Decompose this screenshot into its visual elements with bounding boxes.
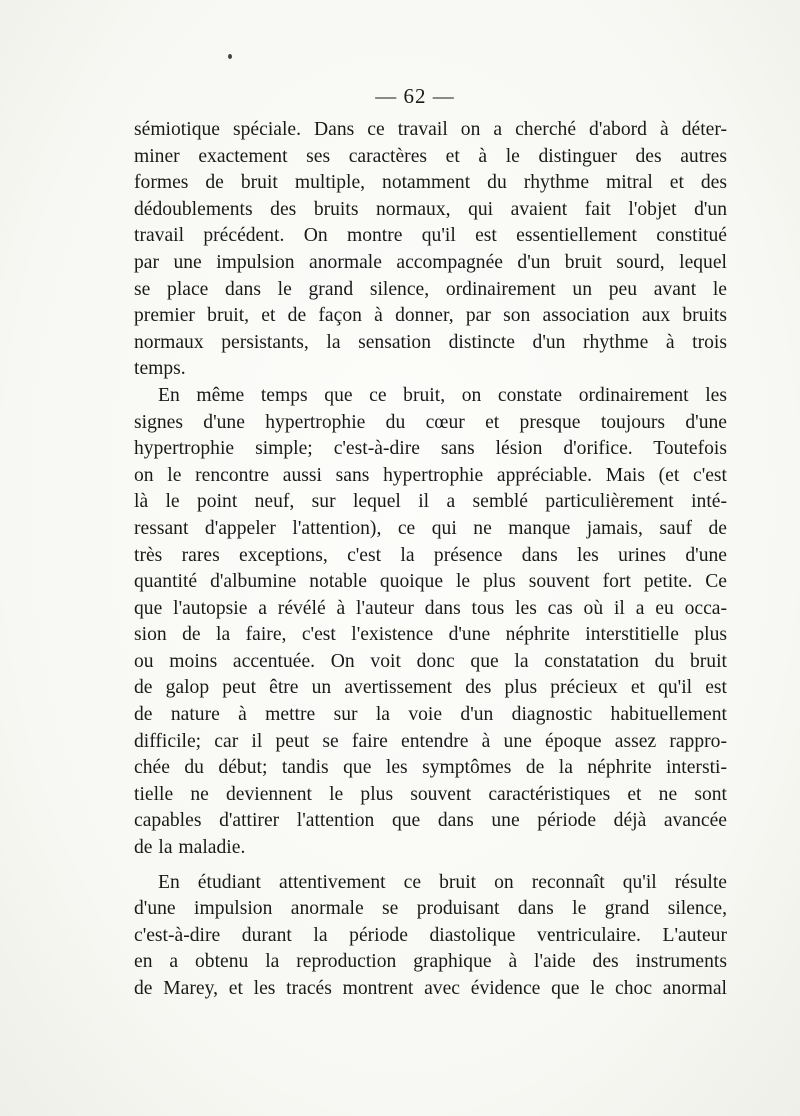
text-line: tielle ne deviennent le plus souvent caractéristiques et ne sont — [134, 783, 727, 805]
paragraph-2 — [134, 383, 727, 862]
text-line: que l'autopsie a révélé à l'auteur dans tous les cas où il a eu occa- — [134, 597, 727, 619]
text-line: quantité d'albumine notable quoique le plus souvent fort petite. Ce — [134, 571, 727, 593]
paragraph-gap — [134, 862, 727, 870]
text-line: se place dans le grand silence, ordinairement un peu avant le — [134, 278, 727, 300]
text-line: normaux persistants, la sensation distincte d'un rhythme à trois — [134, 331, 727, 353]
text-line: difficile; car il peut se faire entendre à une époque assez rappro- — [134, 730, 727, 752]
text-line: sion de la faire, c'est l'existence d'une néphrite interstitielle plus — [134, 624, 727, 646]
text-line: hypertrophie simple; c'est-à-dire sans lésion d'orifice. Toutefois — [134, 438, 727, 460]
text-line: c'est-à-dire durant la période diastolique ventriculaire. L'auteur — [134, 924, 727, 946]
text-line: on le rencontre aussi sans hypertrophie appréciable. Mais (et c'est — [134, 464, 727, 486]
text-line: par une impulsion anormale accompagnée d'un bruit sourd, lequel — [134, 251, 727, 273]
text-line: chée du début; tandis que les symptômes de la néphrite intersti- — [134, 757, 727, 779]
paragraph-1 — [134, 117, 727, 383]
text-line: capables d'attirer l'attention que dans une période déjà avancée — [134, 810, 727, 832]
text-line: de nature à mettre sur la voie d'un diagnostic habituellement — [134, 704, 727, 726]
text-line: très rares exceptions, c'est la présence dans les urines d'une — [134, 544, 727, 566]
text-line: de galop peut être un avertissement des plus précieux et qu'il est — [134, 677, 727, 699]
text-line: sémiotique spéciale. Dans ce travail on a cherché d'abord à déter- — [134, 119, 727, 140]
text-line: travail précédent. On montre qu'il est essentiellement constitué — [134, 225, 727, 247]
page-number: — 62 — — [375, 84, 455, 108]
text-line: formes de bruit multiple, notamment du rhythme mitral et des — [134, 172, 727, 194]
text-line: signes d'une hypertrophie du cœur et presque toujours d'une — [134, 411, 727, 433]
text-line: de Marey, et les tracés montrent avec évidence que le choc anormal — [134, 978, 727, 999]
text-line: En même temps que ce bruit, on constate ordinairement les — [158, 384, 727, 406]
text-line: miner exactement ses caractères et à le distinguer des autres — [134, 145, 727, 167]
paragraph-3 — [134, 870, 727, 1003]
text-line: là le point neuf, sur lequel il a semblé particulièrement inté- — [134, 491, 727, 513]
text-line: d'une impulsion anormale se produisant dans le grand silence, — [134, 898, 727, 920]
text-line: premier bruit, et de façon à donner, par son association aux bruits — [134, 305, 727, 327]
text-line: temps. — [134, 358, 186, 380]
text-line: en a obtenu la reproduction graphique à l'aide des instruments — [134, 951, 727, 973]
body-text — [134, 117, 727, 1003]
text-line: ressant d'appeler l'attention), ce qui ne manque jamais, sauf de — [134, 517, 727, 539]
text-line: dédoublements des bruits normaux, qui avaient fait l'objet d'un — [134, 198, 727, 220]
ink-speck — [228, 54, 232, 59]
text-line: de la maladie. — [134, 837, 246, 859]
text-line: En étudiant attentivement ce bruit on reconnaît qu'il résulte — [158, 871, 727, 893]
text-line: ou moins accentuée. On voit donc que la constatation du bruit — [134, 650, 727, 672]
